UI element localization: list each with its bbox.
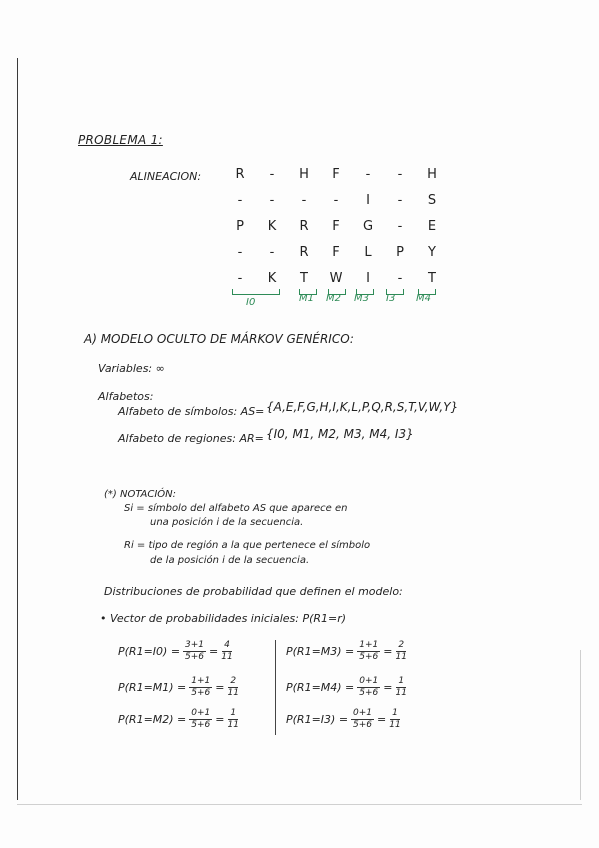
bracket-i0 [232, 289, 280, 295]
result-fraction [228, 708, 239, 731]
alignment-cell: P [396, 245, 404, 260]
result-denominator: 11 [227, 720, 239, 730]
fraction-numerator: 0+1 [191, 708, 211, 718]
fraction-numerator: 3+1 [185, 640, 205, 650]
result-numerator: 2 [398, 640, 405, 650]
result-fraction [221, 640, 232, 663]
equation-lhs: P(R1=I0) = [118, 645, 181, 658]
alignment-cell: - [269, 193, 275, 208]
alignment-cell: - [237, 271, 243, 286]
alignment-cell: H [427, 167, 437, 182]
alignment-cell: - [397, 219, 403, 234]
fraction-numerator: 1+1 [359, 640, 379, 650]
result-fraction [389, 708, 400, 731]
equations-divider [275, 640, 276, 735]
result-numerator: 1 [230, 708, 237, 718]
alignment-cell: F [332, 245, 340, 260]
alignment-cell: R [299, 245, 309, 260]
notation-si-line2: una posición i de la secuencia. [150, 517, 304, 528]
distributions-heading: Distribuciones de probabilidad que definen el modelo: [104, 585, 403, 598]
equation-lhs: P(R1=M1) = [118, 681, 187, 694]
fraction-numerator: 0+1 [359, 676, 379, 686]
result-fraction [396, 640, 407, 663]
result-numerator: 2 [230, 676, 237, 686]
result-fraction [228, 676, 239, 699]
alignment-cell: W [329, 271, 343, 286]
probability-equation [286, 676, 410, 699]
alignment-cell: F [332, 219, 340, 234]
alignment-grid [224, 162, 448, 292]
regions-alphabet-label: Alfabeto de regiones: AR= [118, 432, 264, 445]
equals-sign: = [377, 713, 387, 726]
result-denominator: 11 [227, 688, 239, 698]
equation-fraction [351, 708, 374, 731]
alignment-cell: - [237, 193, 243, 208]
result-numerator: 4 [224, 640, 230, 650]
equals-sign: = [215, 713, 225, 726]
alignment-cell: R [299, 219, 309, 234]
equation-fraction [189, 676, 212, 699]
probability-equation [286, 708, 404, 731]
equation-fraction [189, 708, 212, 731]
equation-lhs: P(R1=M3) = [286, 645, 355, 658]
alignment-cell: - [397, 271, 403, 286]
fraction-denominator: 5+6 [185, 652, 205, 662]
problem-title: PROBLEMA 1: [78, 133, 163, 147]
variables-line: Variables: ∞ [98, 362, 165, 375]
alignment-cell: F [332, 167, 340, 182]
probability-equation [118, 676, 242, 699]
alignment-cell: E [427, 219, 437, 234]
alignment-cell: I [366, 193, 370, 208]
equation-fraction [357, 676, 380, 699]
symbols-alphabet-value: {A,E,F,G,H,I,K,L,P,Q,R,S,T,V,W,Y} [266, 400, 459, 414]
result-denominator: 11 [221, 652, 233, 662]
fraction-numerator: 1+1 [191, 676, 211, 686]
regions-alphabet-value: {I0, M1, M2, M3, M4, I3} [266, 427, 414, 441]
result-denominator: 11 [395, 688, 407, 698]
alignment-cell: H [299, 167, 309, 182]
equation-fraction [183, 640, 206, 663]
fraction-denominator: 5+6 [353, 720, 373, 730]
probability-equation [118, 640, 236, 663]
alignment-cell: - [301, 193, 307, 208]
right-margin-line [580, 650, 581, 800]
alphabets-heading: Alfabetos: [98, 390, 154, 403]
result-denominator: 11 [389, 720, 401, 730]
fraction-denominator: 5+6 [359, 652, 379, 662]
notation-heading: (*) NOTACIÓN: [104, 489, 177, 500]
region-label: M3 [354, 293, 369, 304]
alignment-cell: I [366, 271, 370, 286]
alignment-cell: - [269, 245, 275, 260]
result-numerator: 1 [392, 708, 398, 718]
region-label: M1 [299, 293, 314, 304]
alignment-label: ALINEACION: [130, 170, 202, 183]
alignment-cell: S [427, 193, 437, 208]
section-a-heading: A) MODELO OCULTO DE MÁRKOV GENÉRICO: [84, 332, 354, 346]
alignment-cell: K [267, 219, 277, 234]
alignment-cell: Y [428, 245, 436, 260]
equation-fraction [357, 640, 380, 663]
alignment-cell: - [333, 193, 339, 208]
alignment-cell: G [362, 219, 374, 234]
region-label: M4 [416, 293, 431, 304]
alignment-cell: P [236, 219, 244, 234]
equals-sign: = [383, 681, 393, 694]
region-label: I0 [246, 297, 256, 308]
alignment-cell: - [365, 167, 371, 182]
alignment-cell: L [364, 245, 372, 260]
fraction-denominator: 5+6 [191, 688, 211, 698]
equation-lhs: P(R1=M2) = [118, 713, 187, 726]
equals-sign: = [209, 645, 219, 658]
fraction-denominator: 5+6 [191, 720, 211, 730]
result-denominator: 11 [395, 652, 407, 662]
alignment-cell: T [300, 271, 308, 286]
result-fraction [396, 676, 407, 699]
alignment-cell: K [267, 271, 277, 286]
result-numerator: 1 [398, 676, 405, 686]
probability-equation [286, 640, 410, 663]
equation-lhs: P(R1=M4) = [286, 681, 355, 694]
bottom-rule [17, 804, 582, 805]
alignment-cell: R [235, 167, 245, 182]
alignment-cell: - [269, 167, 275, 182]
probability-equation [118, 708, 242, 731]
alignment-cell: T [428, 271, 436, 286]
alignment-cell: - [397, 193, 403, 208]
region-label: M2 [326, 293, 341, 304]
symbols-alphabet-label: Alfabeto de símbolos: AS= [118, 405, 265, 418]
alignment-cell: - [237, 245, 243, 260]
equation-lhs: P(R1=I3) = [286, 713, 349, 726]
equals-sign: = [383, 645, 393, 658]
region-label: I3 [386, 293, 396, 304]
fraction-numerator: 0+1 [353, 708, 373, 718]
fraction-denominator: 5+6 [359, 688, 379, 698]
initial-vector-line: • Vector de probabilidades iniciales: P(R1=r) [100, 612, 347, 625]
notation-si-line1: Si = símbolo del alfabeto AS que aparece en [124, 503, 348, 514]
equals-sign: = [215, 681, 225, 694]
alignment-cell: - [397, 167, 403, 182]
notation-ri-line2: de la posición i de la secuencia. [150, 555, 310, 566]
left-margin-line [17, 58, 18, 800]
notation-ri-line1: Ri = tipo de región a la que pertenece el símbolo [124, 540, 371, 551]
